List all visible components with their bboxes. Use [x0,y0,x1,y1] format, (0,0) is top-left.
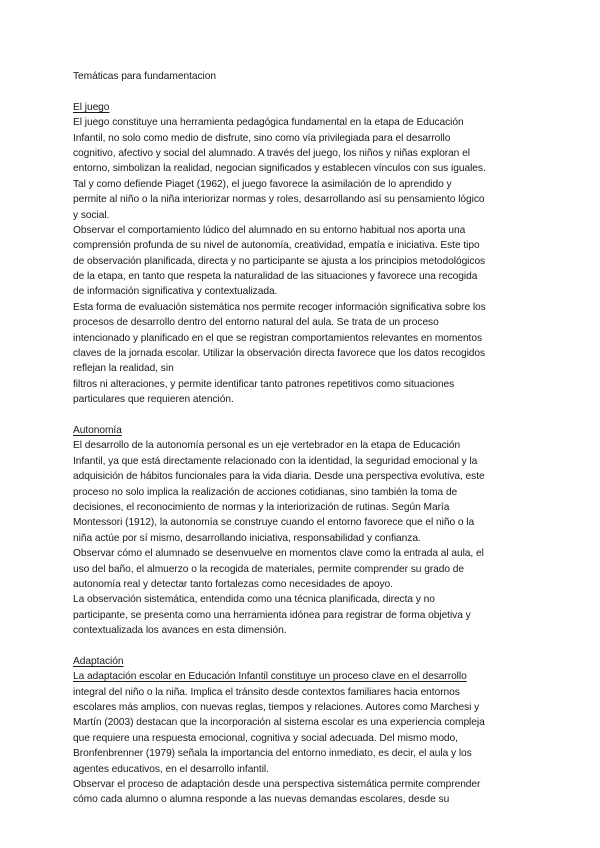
paragraph-line: filtros ni alteraciones, y permite identificar tanto patrones repetitivos como situaciones [73,378,455,390]
paragraph-line: cognitivo, afectivo y social del alumnado. A través del juego, los niños y niñas exploran el [73,147,470,159]
section-heading-autonomia: Autonomía [73,424,122,436]
paragraph-line: Martín (2003) destacan que la incorporación al sistema escolar es una experiencia compleja [73,717,485,729]
paragraph-line: Esta forma de evaluación sistemática nos permite recoger información significativa sobre los [73,301,486,313]
paragraph-line: y social. [73,209,110,221]
paragraph-line: integral del niño o la niña. Implica el tránsito desde contextos familiares hacia entornos [73,686,460,698]
paragraph-line: particulares que requieren atención. [73,394,234,406]
section-heading-adaptacion: Adaptación [73,655,124,667]
paragraph-line: que requiere una respuesta emocional, cognitiva y social adecuada. Del mismo modo, [73,732,458,744]
paragraph-line: El desarrollo de la autonomía personal es un eje vertebrador en la etapa de Educación [73,440,461,452]
paragraph-line: proceso no solo implica la realización de acciones cotidianas, sino también la toma de [73,486,458,498]
paragraph-line: agentes educativos, en el desarrollo infantil. [73,763,269,775]
spacer [73,638,543,653]
spacer [73,84,543,99]
paragraph-line: El juego constituye una herramienta pedagógica fundamental en la etapa de Educación [73,117,464,129]
paragraph-line: uso del baño, el almuerzo o la recogida de materiales, permite comprender su grado de [73,563,465,575]
paragraph-line: Montessori (1912), la autonomía se construye cuando el entorno favorece que el niño o la [73,517,475,529]
paragraph-line: Tal y como defiende Piaget (1962), el juego favorece la asimilación de lo aprendido y [73,178,452,190]
paragraph-line: reflejan la realidad, sin [73,363,174,375]
paragraph-line: Observar el comportamiento lúdico del alumnado en su entorno habitual nos aporta una [73,224,466,236]
paragraph-line: cómo cada alumno o alumna responde a las nuevas demandas escolares, desde su [73,794,450,806]
paragraph-line: contextualizada los avances en esta dimensión. [73,625,287,637]
paragraph-line: escolares más amplios, con nuevas reglas, tiempos y relaciones. Autores como Marchesi y [73,702,480,714]
paragraph-line: decisiones, el reconocimiento de normas y la interiorización de rutinas. Según María [73,501,450,513]
document-title: Temáticas para fundamentacion [73,71,216,82]
paragraph-line: procesos de desarrollo dentro del entorno natural del aula. Se trata de un proceso [73,317,439,329]
paragraph-line: claves de la jornada escolar. Utilizar la observación directa favorece que los datos recogidos [73,348,486,360]
spacer [73,408,543,423]
paragraph-line: comprensión profunda de su nivel de autonomía, creatividad, empatía e iniciativa. Este tipo [73,240,480,252]
paragraph-line: Infantil, no solo como medio de disfrute, sino como vía privilegiada para el desarrollo [73,132,451,144]
paragraph-line: de observación planificada, directa y no participante se ajusta a los principios metodológicos [73,255,486,267]
paragraph-line: Observar cómo el alumnado se desenvuelve en momentos clave como la entrada al aula, el [73,548,484,560]
paragraph-line: entorno, simbolizan la realidad, negocian significados y establecen vínculos con sus iguales. [73,163,486,175]
paragraph-line: Observar el proceso de adaptación desde una perspectiva sistemática permite comprender [73,778,481,790]
paragraph-line: participante, se presenta como una herramienta idónea para registrar de forma objetiva y [73,609,471,621]
paragraph-line: niña actúe por sí mismo, desarrollando iniciativa, responsabilidad y confianza. [73,532,421,544]
paragraph-line: La observación sistemática, entendida como una técnica planificada, directa y no [73,594,435,606]
paragraph-line-underlined: La adaptación escolar en Educación Infantil constituye un proceso clave en el desarrollo [73,671,467,683]
paragraph-line: autonomía real y detectar tanto fortalezas como necesidades de apoyo. [73,578,393,590]
paragraph-line: adquisición de hábitos funcionales para la vida diaria. Desde una perspectiva evolutiva, este [73,471,485,483]
section-heading-el-juego: El juego [73,101,110,113]
paragraph-line: de la etapa, en tanto que respeta la naturalidad de las situaciones y favorece una recogida [73,271,478,283]
document-body [73,69,543,808]
paragraph-line: permite al niño o la niña interiorizar normas y roles, desarrollando así su pensamiento lógico [73,194,485,206]
paragraph-line: de información significativa y contextualizada. [73,286,278,298]
paragraph-line: intencionado y planificado en el que se registran comportamientos relevantes en momentos [73,332,483,344]
paragraph-line: Bronfenbrenner (1979) señala la importancia del entorno inmediato, es decir, el aula y los [73,748,472,760]
paragraph-line: Infantil, ya que está directamente relacionado con la identidad, la seguridad emocional y la [73,455,478,467]
